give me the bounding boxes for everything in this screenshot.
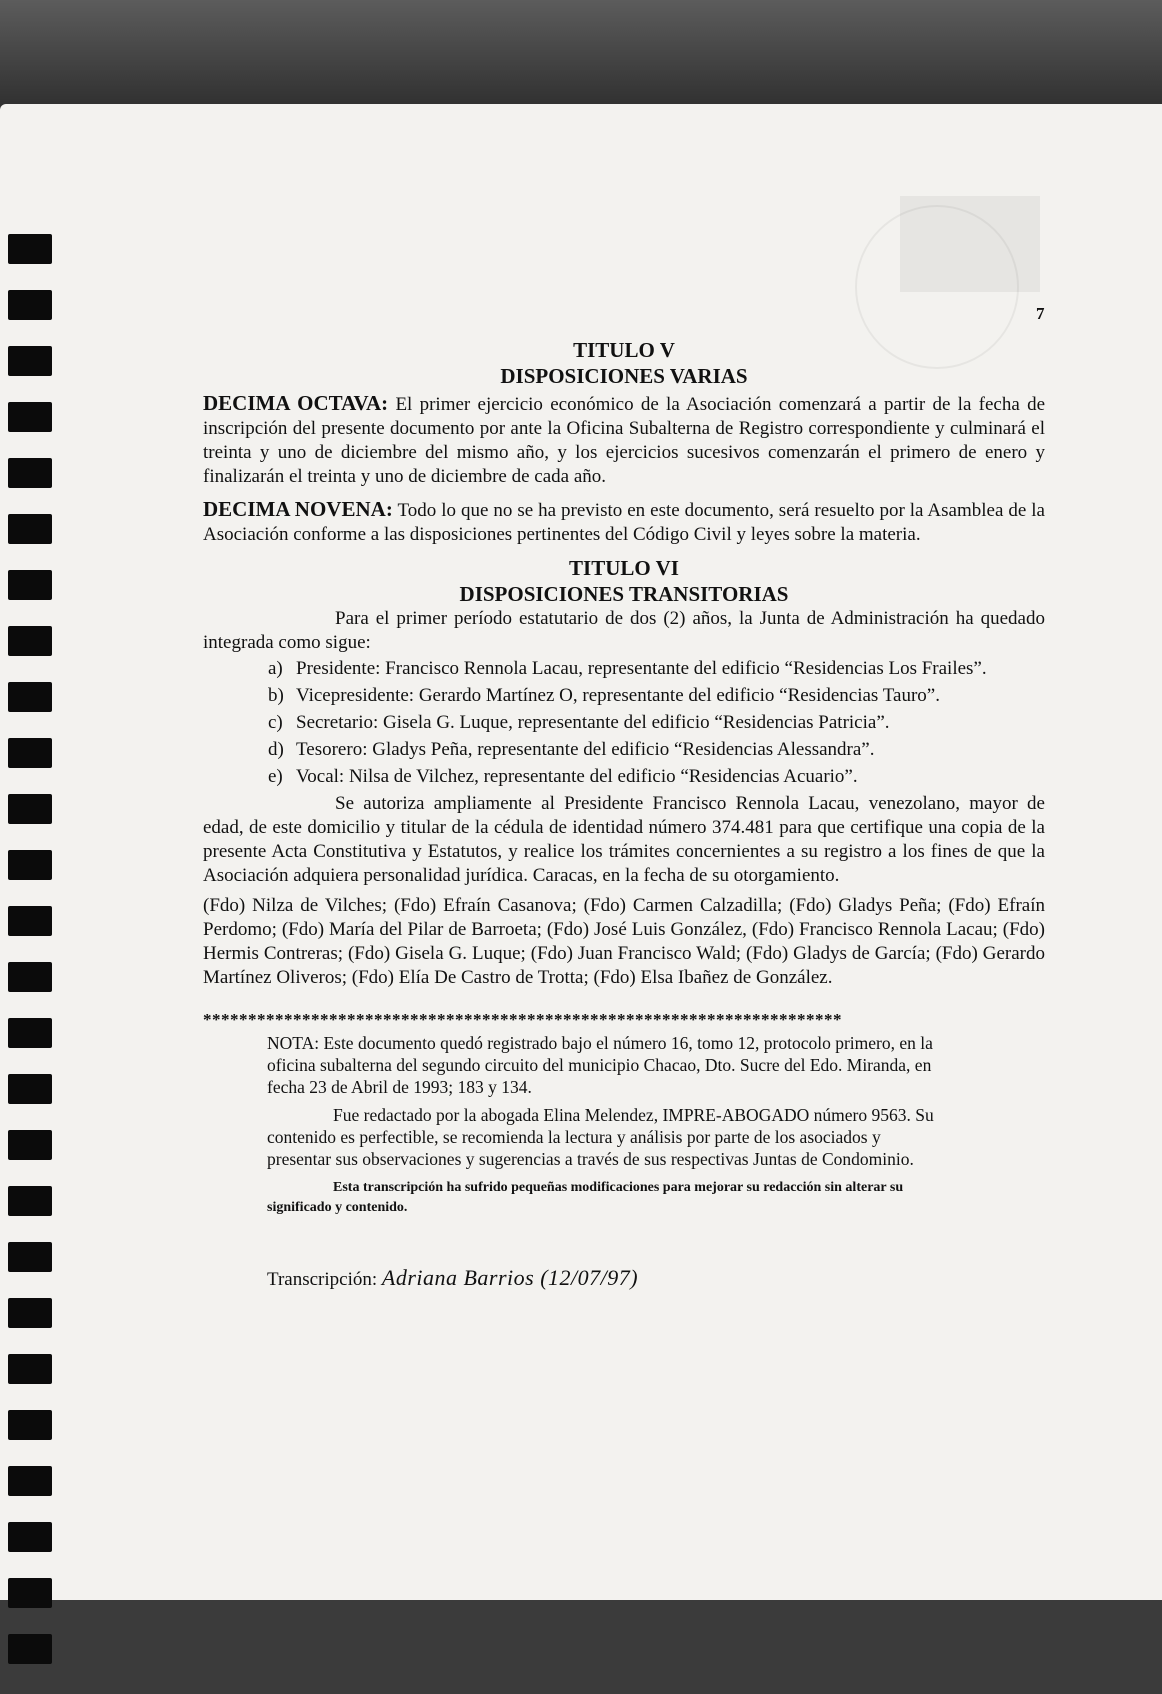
- decima-octava-paragraph: [203, 391, 1045, 489]
- nota-registro: NOTA: Este documento quedó registrado bajo el número 16, tomo 12, protocolo primero, en la oficina subalterna del segundo circuito del municipio Chacao, Dto. Sucre del Edo. Miranda, en fecha 23 de Abril de 1993; 183 y 134.: [267, 1033, 933, 1097]
- spiral-binding: [0, 234, 56, 1694]
- junta-intro: Para el primer período estatutario de dos (2) años, la Junta de Administración ha quedado integrada como sigue:: [203, 608, 1045, 653]
- nota-block: [267, 1032, 947, 1218]
- document-body: [203, 337, 1045, 1292]
- list-item: a) Presidente: Francisco Rennola Lacau, representante del edificio “Residencias Los Frailes”.: [268, 658, 987, 679]
- titulo-vi-subheading: DISPOSICIONES TRANSITORIAS: [459, 582, 789, 606]
- titulo-vi-heading: TITULO VI: [569, 556, 679, 580]
- decima-novena-label: DECIMA NOVENA:: [203, 497, 393, 521]
- scanner-background: [0, 0, 1162, 110]
- separator-line: ***********************************************************************: [203, 1010, 842, 1029]
- decima-novena-paragraph: [203, 497, 1045, 547]
- firmantes-paragraph: (Fdo) Nilza de Vilches; (Fdo) Efraín Casanova; (Fdo) Carmen Calzadilla; (Fdo) Gladys Peña; (Fdo) Efraín Perdomo; (Fdo) María del Pilar de Barroeta; (Fdo) José Luis González, (Fdo) Francisco Rennola Lacau; (Fdo) Hermis Contreras; (Fdo) Gisela G. Luque; (Fdo) Juan Francisco Wald; (Fdo) Gladys de García; (Fdo) Gerardo Martínez Oliveros; (Fdo) Elía De Castro de Trotta; (Fdo) Elsa Ibañez de González.: [203, 895, 1045, 988]
- transcription-label: Transcripción:: [267, 1269, 378, 1290]
- titulo-v-heading: TITULO V: [573, 338, 675, 362]
- transcription-signature: Adriana Barrios (12/07/97): [381, 1265, 639, 1290]
- list-item: e) Vocal: Nilsa de Vilchez, representante del edificio “Residencias Acuario”.: [268, 766, 858, 787]
- list-item: b) Vicepresidente: Gerardo Martínez O, representante del edificio “Residencias Tauro”.: [268, 685, 940, 706]
- decima-octava-label: DECIMA OCTAVA:: [203, 391, 389, 415]
- autorizacion-paragraph: Se autoriza ampliamente al Presidente Francisco Rennola Lacau, venezolano, mayor de edad, de este domicilio y titular de la cédula de identidad número 374.481 para que certifique una copia de la presente Acta Constitutiva y Estatutos, y realice los trámites concernientes a su registro a los fines de que la Asociación adquiera personalidad jurídica. Caracas, en la fecha de su otorgamiento.: [203, 793, 1045, 886]
- nota-transcripcion: Esta transcripción ha sufrido pequeñas modificaciones para mejorar su redacción sin alterar su significado y contenido.: [267, 1180, 904, 1215]
- decima-octava-text: El primer ejercicio económico de la Asociación comenzará a partir de la fecha de inscripción del presente documento por ante la Oficina Subalterna de Registro correspondiente y culminará el treinta y uno de diciembre del mismo año, y los ejercicios sucesivos comenzarán el primero de enero y finalizarán el treinta y uno de diciembre de cada año.: [203, 394, 1045, 487]
- list-item: d) Tesorero: Gladys Peña, representante del edificio “Residencias Alessandra”.: [268, 739, 875, 760]
- junta-members-list: [268, 657, 1045, 789]
- decima-novena-text: Todo lo que no se ha previsto en este documento, será resuelto por la Asamblea de la Asociación conforme a las disposiciones pertinentes del Código Civil y leyes sobre la materia.: [203, 500, 1045, 545]
- nota-redaccion: Fue redactado por la abogada Elina Melendez, IMPRE-ABOGADO número 9563. Su contenido es perfectible, se recomienda la lectura y análisis por parte de los asociados y presentar sus observaciones y sugerencias a través de sus respectivas Juntas de Condominio.: [267, 1105, 934, 1169]
- titulo-v-subheading: DISPOSICIONES VARIAS: [500, 364, 748, 388]
- page-number: 7: [1036, 304, 1045, 323]
- list-item: c) Secretario: Gisela G. Luque, representante del edificio “Residencias Patricia”.: [268, 712, 890, 733]
- transcription-line: [267, 1266, 1045, 1292]
